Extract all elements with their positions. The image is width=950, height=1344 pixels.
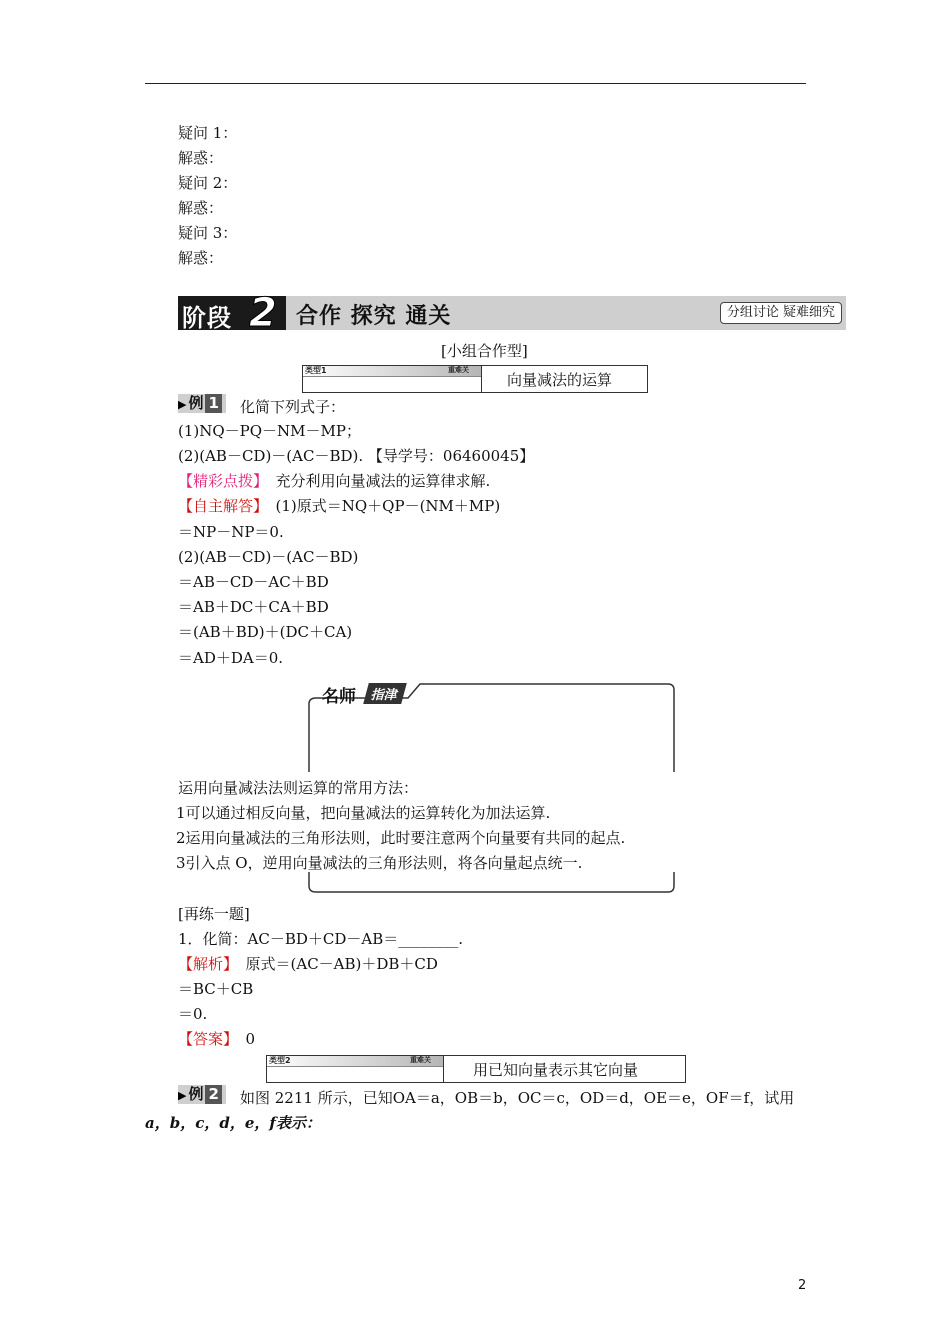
solution-line: ＝(AB＋BD)＋(DC＋CA) <box>178 623 353 641</box>
practice-question: 1．化简：AC－BD＋CD－AB＝________. <box>178 930 464 948</box>
question-3: 疑问 3： <box>178 224 238 242</box>
example-1-item-2-text: (2)(AB－CD)－(AC－BD). <box>178 447 368 465</box>
guide-number: 【导学号：06460045】 <box>367 447 535 465</box>
answer-3: 解惑： <box>178 249 224 267</box>
example-1-intro: 化简下列式子： <box>240 398 346 416</box>
type-1-name: 向量减法的运算 <box>507 371 613 389</box>
teacher-tip: 3引入点 O，逆用向量减法的三角形法则，将各向量起点统一. <box>176 854 583 872</box>
example-2-line-2: a，b，c，d，e，f表示： <box>145 1114 321 1132</box>
type-1-tag: 类型1 <box>305 366 327 375</box>
type-1-difficulty: 重难关 <box>448 366 469 374</box>
answer-text: 0 <box>230 1030 256 1048</box>
type-2-separator <box>443 1056 444 1082</box>
solution-line: ＝AD＋DA＝0. <box>178 649 284 667</box>
hint-line <box>178 471 490 491</box>
analysis-line <box>178 954 438 974</box>
solution-line: ＝AB－CD－AC＋BD <box>178 573 329 591</box>
example-triangle-icon: ▶ <box>178 1089 187 1102</box>
answer-2: 解惑： <box>178 199 224 217</box>
answer-label: 【答案】 <box>178 1030 231 1048</box>
question-1: 疑问 1： <box>178 124 238 142</box>
example-2-line-1: 如图 2211 所示，已知OA＝a，OB＝b，OC＝c，OD＝d，OE＝e，OF＝f，试用 <box>240 1089 795 1107</box>
example-2-label: 例 <box>188 1085 204 1103</box>
example-1-item-2 <box>178 446 534 466</box>
example-1-label: 例 <box>188 394 204 412</box>
example-2-badge <box>178 1085 226 1104</box>
solve-label: 【自主解答】 <box>178 497 261 515</box>
stage-number: 2 <box>249 290 277 336</box>
example-1-badge <box>178 394 226 413</box>
page-number: 2 <box>798 1278 807 1293</box>
teacher-label-tag: 指津 <box>363 683 407 704</box>
hint-label: 【精彩点拨】 <box>178 472 261 490</box>
analysis-step: ＝BC＋CB <box>178 980 254 998</box>
teacher-intro: 运用向量减法法则运算的常用方法： <box>178 779 419 797</box>
answer-1: 解惑： <box>178 149 224 167</box>
type-1-separator <box>481 366 482 392</box>
teacher-label: 名师 <box>322 687 356 707</box>
practice-title: [再练一题] <box>178 905 250 923</box>
type-2-tag: 类型2 <box>269 1056 291 1065</box>
analysis-text: 原式＝(AC－AB)＋DB＋CD <box>230 955 438 973</box>
answer-line <box>178 1029 255 1049</box>
stage-title: 合作 探究 通关 <box>296 304 452 329</box>
solve-line <box>178 496 500 516</box>
group-type-label: [小组合作型] <box>441 342 528 360</box>
stage-label: 阶段 <box>182 304 232 332</box>
solve-text: (1)原式＝NQ＋QP－(NM＋MP) <box>260 497 501 515</box>
solution-line: ＝NP－NP＝0. <box>178 523 284 541</box>
teacher-tip: 1可以通过相反向量，把向量减法的运算转化为加法运算. <box>176 804 551 822</box>
solution-line: (2)(AB－CD)－(AC－BD) <box>178 548 359 566</box>
analysis-step: ＝0. <box>178 1005 208 1023</box>
stage-banner <box>178 290 846 336</box>
stage-subtitle-badge: 分组讨论 疑难细究 <box>720 302 842 324</box>
question-2: 疑问 2： <box>178 174 238 192</box>
type-2-difficulty: 重难关 <box>410 1056 431 1064</box>
header-rule <box>145 83 806 84</box>
example-1-number: 1 <box>205 394 221 413</box>
example-2-number: 2 <box>205 1085 221 1104</box>
analysis-label: 【解析】 <box>178 955 231 973</box>
hint-text: 充分利用向量减法的运算律求解. <box>260 472 491 490</box>
example-1-item-1: (1)NQ－PQ－NM－MP； <box>178 422 361 440</box>
solution-line: ＝AB＋DC＋CA＋BD <box>178 598 329 616</box>
example-triangle-icon: ▶ <box>178 398 187 411</box>
type-2-header <box>266 1055 686 1083</box>
type-2-name: 用已知向量表示其它向量 <box>473 1061 639 1079</box>
teacher-tip: 2运用向量减法的三角形法则，此时要注意两个向量要有共同的起点. <box>176 829 626 847</box>
type-1-header <box>302 365 648 393</box>
